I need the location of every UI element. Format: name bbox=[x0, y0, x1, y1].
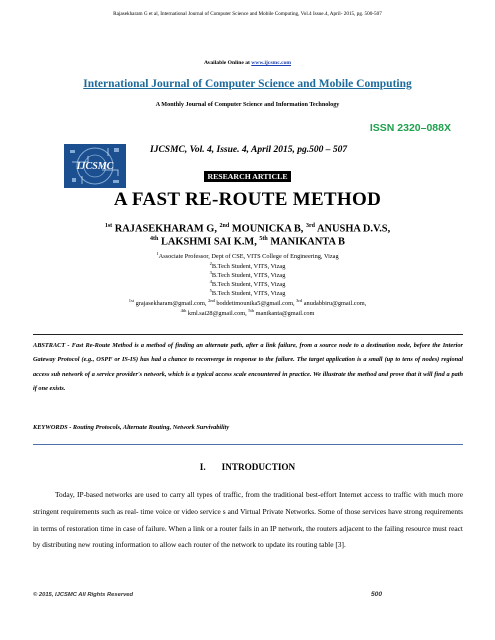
online-label: Available Online at bbox=[203, 60, 252, 66]
email-text: anudabbiru@gmail.com, bbox=[302, 300, 367, 308]
affiliation-marker: 3 bbox=[209, 270, 212, 275]
author-name: RAJASEKHARAM G, bbox=[112, 223, 220, 235]
affiliation-marker: 5 bbox=[209, 288, 212, 293]
intro-paragraph: Today, IP-based networks are used to carry all types of traffic, from the traditional best-effort Internet access to traffic with much more stringent requirements such as real- time voice or video service s and Virtual Private Networks. Some of those services have strong requirements in terms of restoration time in case of failure. When a link or a router fails in an IP network, the routers adjacent to the failing resource must react by distributing new routing information to allow each router of the network to update its routing table [3]. bbox=[33, 490, 463, 550]
section-heading bbox=[0, 462, 495, 472]
journal-title: International Journal of Computer Science and Mobile Computing bbox=[83, 78, 412, 90]
affiliation bbox=[0, 279, 495, 288]
affiliation-text: B.Tech Student, VITS, Vizag bbox=[211, 272, 286, 280]
body-text bbox=[33, 487, 463, 554]
email-marker: 2nd bbox=[208, 298, 215, 303]
issn-label: ISSN 2320–088X bbox=[369, 122, 451, 134]
divider bbox=[33, 334, 463, 335]
abstract: ABSTRACT - Fast Re-Route Method is a method of finding an alternate path, after a link failure, from a source node to a destination node, before the Interior Gateway Protocol (e.g., OSPF or IS-IS) has had a chance to reconverge in response to the failure. The target application is a small (up to tens of nodes) regional access sub network of a service provider's network, which is a typical access scale encountered in practice. We illustrate the method and prove that it will find a path if one exists. bbox=[33, 342, 463, 392]
affiliation-marker: 1 bbox=[156, 251, 159, 256]
section-number: I. bbox=[199, 462, 206, 472]
keywords: KEYWORDS - Routing Protocols, Alternate Routing, Network Survivability bbox=[33, 424, 230, 431]
running-header bbox=[0, 11, 495, 17]
emails-line-1 bbox=[0, 298, 495, 307]
paper-title: A FAST RE-ROUTE METHOD bbox=[113, 189, 382, 210]
affiliation-text: B.Tech Student, VITS, Vizag bbox=[211, 281, 286, 289]
online-availability bbox=[0, 60, 495, 66]
affiliation-text: B.Tech Student, VITS, Vizag bbox=[211, 263, 286, 271]
author-ordinal: 1st bbox=[104, 223, 113, 229]
author-name: ANUSHA D.V.S, bbox=[315, 223, 391, 235]
affiliation-marker: 2 bbox=[209, 261, 212, 266]
journal-website-link[interactable]: www.ijcsmc.com bbox=[251, 60, 292, 66]
author-ordinal: 4th bbox=[150, 236, 159, 242]
affiliation bbox=[0, 288, 495, 297]
logo-text: IJCSMC bbox=[76, 161, 114, 172]
author-ordinal: 5th bbox=[259, 236, 268, 242]
author-name: LAKSHMI SAI K.M, bbox=[158, 236, 260, 248]
author-ordinal: 2nd bbox=[219, 223, 230, 229]
affiliation-text: B.Tech Student, VITS, Vizag bbox=[211, 290, 286, 298]
email-marker: 3rd bbox=[296, 298, 303, 303]
email-text: kml.sai28@gmail.com, bbox=[186, 310, 249, 318]
affiliation bbox=[0, 251, 495, 260]
article-type-label: RESEARCH ARTICLE bbox=[204, 171, 290, 182]
email-marker: 1st bbox=[128, 298, 135, 303]
footer-copyright: © 2015, IJCSMC All Rights Reserved bbox=[33, 592, 134, 598]
affiliation-text: Associate Professor, Dept of CSE, VITS College of Engineering, Vizag bbox=[158, 253, 339, 261]
journal-subtitle: A Monthly Journal of Computer Science and Information Technology bbox=[155, 101, 340, 108]
page-number: 500 bbox=[371, 591, 383, 598]
affiliation bbox=[0, 270, 495, 279]
authors-line-1 bbox=[0, 223, 495, 234]
email-text: grajasekharam@gmail.com, bbox=[134, 300, 209, 308]
authors-line-2 bbox=[0, 236, 495, 247]
author-ordinal: 3rd bbox=[306, 223, 315, 229]
email-marker: 4th bbox=[180, 308, 187, 313]
citation-text: Rajasekharam G et al, International Journal of Computer Science and Mobile Computing, Vol.4 Issue.4, April- 2015, pg. 500-507 bbox=[113, 11, 382, 17]
volume-line: IJCSMC, Vol. 4, Issue. 4, April 2015, pg.500 – 507 bbox=[150, 145, 348, 155]
email-text: manikanta@gmail.com bbox=[254, 310, 315, 318]
divider bbox=[33, 444, 463, 445]
email-text: boddetimounika5@gmail.com, bbox=[214, 300, 297, 308]
affiliation bbox=[0, 261, 495, 270]
email-marker: 5th bbox=[248, 308, 255, 313]
emails-line-2 bbox=[0, 308, 495, 317]
author-name: MOUNICKA B, bbox=[229, 223, 306, 235]
article-type-badge bbox=[0, 166, 495, 184]
section-title: INTRODUCTION bbox=[221, 462, 296, 472]
author-name: MANIKANTA B bbox=[267, 236, 345, 248]
affiliation-marker: 4 bbox=[209, 279, 212, 284]
